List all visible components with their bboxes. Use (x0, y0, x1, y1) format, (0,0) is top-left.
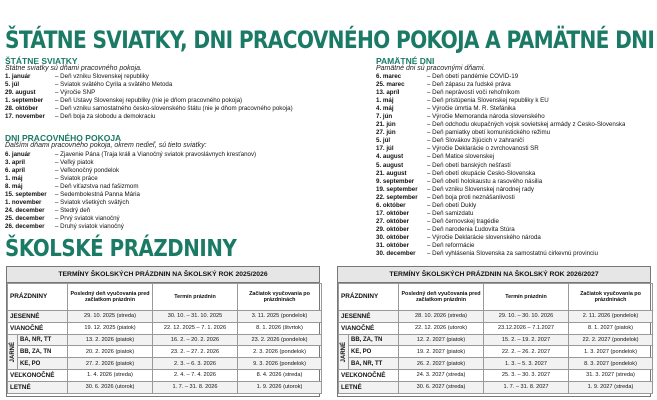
list-item: 4. august – Deň Matice slovenskej (376, 153, 495, 161)
table-title: TERMÍNY ŠKOLSKÝCH PRÁZDNIN NA ŠKOLSKÝ ROK 2025/2026 (7, 267, 319, 283)
list-item: 25. december – Prvý sviatok vianočný (5, 215, 120, 223)
col-header: Posledný deň vyučovania pred začiatkom prázdnin (68, 284, 153, 311)
list-item: 8. máj – Deň víťazstva nad fašizmom (5, 183, 139, 191)
table-row: BA, NR, TT 26. 2. 2027 (piatok) 1. 3. – 5. 3. 2027 8. 3. 2027 (pondelok) (339, 358, 653, 370)
table-row: VEĽKONOČNÉ 1. 4. 2026 (streda) 2. 4. – 7. 4. 2026 8. 4. 2026 (streda) (8, 369, 322, 381)
table-row: VEĽKONOČNÉ 24. 3. 2027 (streda) 25. 3. – 30. 3. 2027 31. 3. 2027 (streda) (339, 369, 653, 381)
table-row: JESENNÉ 29. 10. 2025 (streda) 30. 10. – 31. 10. 2025 3. 11. 2025 (pondelok) (8, 311, 322, 323)
table-row: JESENNÉ 28. 10. 2026 (streda) 29. 10. – 30. 10. 2026 2. 11. 2026 (pondelok) (339, 311, 653, 323)
school-table-2026-2027 (337, 266, 651, 397)
list-item: 6. apríl – Veľkonočný pondelok (5, 167, 120, 175)
list-item: 30. december – Deň vyhlásenia Slovenska za samostatnú cirkevnú provinciu (376, 250, 598, 258)
list-item: 25. marec – Deň zápasu za ľudské práva (376, 81, 511, 89)
rest-days-subtitle: Ďalšími dňami pracovného pokoja, okrem nedieľ, sú tieto sviatky: (5, 142, 207, 149)
table-row: LETNÉ 30. 6. 2026 (utorok) 1. 7. – 31. 8. 2026 1. 9. 2026 (utorok) (8, 381, 322, 393)
list-item: 13. apríl – Deň neprávostí voči rehoľníkom (376, 89, 520, 97)
list-item: 15. september – Sedembolestná Panna Mária (5, 191, 140, 199)
table-row: LETNÉ 30. 6. 2027 (streda) 1. 7. – 31. 8. 2027 1. 9. 2027 (streda) (339, 381, 653, 393)
list-item: 5. júl – Deň Slovákov žijúcich v zahraničí (376, 137, 524, 145)
list-item: 17. október – Deň samizdatu (376, 209, 474, 217)
list-item: 28. október – Deň vzniku samostatného česko-slovenského štátu (nie je dňom pracovného pokoja) (5, 105, 293, 113)
list-item: 1. máj – Sviatok práce (5, 175, 98, 183)
col-header: Začiatok vyučovania po prázdninách (238, 284, 322, 311)
table-row: BB, ZA, TN 20. 2. 2026 (piatok) 23. 2. – 27. 2. 2026 2. 3. 2026 (pondelok) (8, 346, 322, 358)
state-holidays-list (5, 73, 293, 121)
table-title: TERMÍNY ŠKOLSKÝCH PRÁZDNIN NA ŠKOLSKÝ ROK 2026/2027 (338, 267, 650, 283)
list-item: 27. jún – Deň pamiatky obetí komunistického režimu (376, 129, 551, 137)
list-item: 6. október – Deň obetí Dukly (376, 201, 477, 209)
memorial-days-subtitle: Pamätné dni sú pracovnými dňami. (376, 65, 486, 72)
table-row: KE, PO 27. 2. 2026 (piatok) 2. 3. – 6. 3. 2026 9. 3. 2026 (pondelok) (8, 358, 322, 370)
list-item: 1. september – Deň Ústavy Slovenskej republiky (nie je dňom pracovného pokoja) (5, 97, 243, 105)
school-table-2025-2026 (6, 266, 320, 397)
table-row: VIANOČNÉ 19. 12. 2025 (piatok) 22. 12. 2025 – 7. 1. 2026 8. 1. 2026 (štvrtok) (8, 322, 322, 334)
list-item: 24. december – Štedrý deň (5, 207, 91, 215)
table-row: JARNÉ BB, ZA, TN 12. 2. 2027 (piatok) 15. 2. – 19. 2. 2027 22. 2. 2027 (pondelok) (339, 334, 653, 346)
table-row: JARNÉ BA, NR, TT 13. 2. 2026 (piatok) 16. 2. – 20. 2. 2026 23. 2. 2026 (pondelok) (8, 334, 322, 346)
list-item: 21. august – Deň obetí okupácie Česko-Slovenska (376, 169, 536, 177)
list-item: 27. október – Deň černovskej tragédie (376, 217, 499, 225)
list-item: 3. apríl – Veľký piatok (5, 159, 94, 167)
table-row: VIANOČNÉ 22. 12. 2026 (utorok) 23.12.2026 – 7.1.2027 8. 1. 2027 (piatok) (339, 322, 653, 334)
jarne-label: JARNÉ (340, 341, 347, 362)
list-item: 19. september – Deň vzniku Slovenskej národnej rady (376, 185, 534, 193)
col-header: Termín prázdnin (153, 284, 238, 311)
col-header: Posledný deň vyučovania pred začiatkom prázdnin (399, 284, 484, 311)
list-item: 1. január – Deň vzniku Slovenskej republiky (5, 73, 149, 80)
col-header: Začiatok vyučovania po prázdninách (569, 284, 653, 311)
list-item: 17. júl – Výročie Deklarácie o zvrchovanosti SR (376, 145, 539, 153)
rest-days-list (5, 151, 256, 231)
list-item: 9. september – Deň obetí holokaustu a rasového násilia (376, 177, 543, 185)
col-header: Termín prázdnin (484, 284, 569, 311)
list-item: 31. október – Deň reformácie (376, 241, 475, 249)
list-item: 17. november – Deň boja za slobodu a demokraciu (5, 113, 156, 121)
list-item: 7. jún – Výročie Memoranda národa slovenského (376, 113, 545, 121)
memorial-days-heading: PAMÄTNÉ DNI (376, 56, 435, 66)
col-header: PRÁZDNINY (8, 284, 68, 311)
jarne-label: JARNÉ (9, 341, 16, 362)
school-holidays-title: ŠKOLSKÉ PRÁZDNINY (5, 236, 237, 262)
list-item: 26. december – Druhý sviatok vianočný (5, 223, 124, 231)
table-row: KE, PO 19. 2. 2027 (piatok) 22. 2. – 26. 2. 2027 1. 3. 2027 (pondelok) (339, 346, 653, 358)
list-item: 1. máj – Deň pristúpenia Slovenskej republiky k EÚ (376, 97, 549, 105)
col-header: PRÁZDNINY (339, 284, 399, 311)
list-item: 21. jún – Deň odchodu okupačných vojsk sovietskej armády z Česko-Slovenska (376, 121, 626, 129)
memorial-days-list (376, 73, 625, 258)
state-holidays-heading: ŠTÁTNE SVIATKY (5, 56, 78, 66)
list-item: 4. máj – Výročie úmrtia M. R. Štefánika (376, 105, 516, 113)
list-item: 6. január – Zjavenie Pána (Traja králi a Vianočný sviatok pravoslávnych kresťanov) (5, 151, 257, 158)
rest-days-heading: DNI PRACOVNÉHO POKOJA (5, 133, 122, 143)
list-item: 22. september – Deň boja proti neznášanlivosti (376, 193, 515, 201)
state-holidays-subtitle: Štátne sviatky sú dňami pracovného pokoja. (5, 65, 142, 72)
list-item: 6. marec – Deň obetí pandémie COVID-19 (376, 73, 519, 80)
list-item: 29. október – Deň narodenia Ľudovíta Štúra (376, 225, 515, 233)
list-item: 30. október – Výročie Deklarácie slovenského národa (376, 233, 541, 241)
list-item: 1. november – Sviatok všetkých svätých (5, 199, 129, 207)
list-item: 5. júl – Sviatok svätého Cyrila a svätého Metoda (5, 81, 173, 89)
page-title: ŠTÁTNE SVIATKY, DNI PRACOVNÉHO POKOJA A PAMÄTNÉ DNI (5, 26, 655, 54)
list-item: 29. august – Výročie SNP (5, 89, 96, 97)
list-item: 5. august – Deň obetí banských nešťastí (376, 161, 511, 169)
